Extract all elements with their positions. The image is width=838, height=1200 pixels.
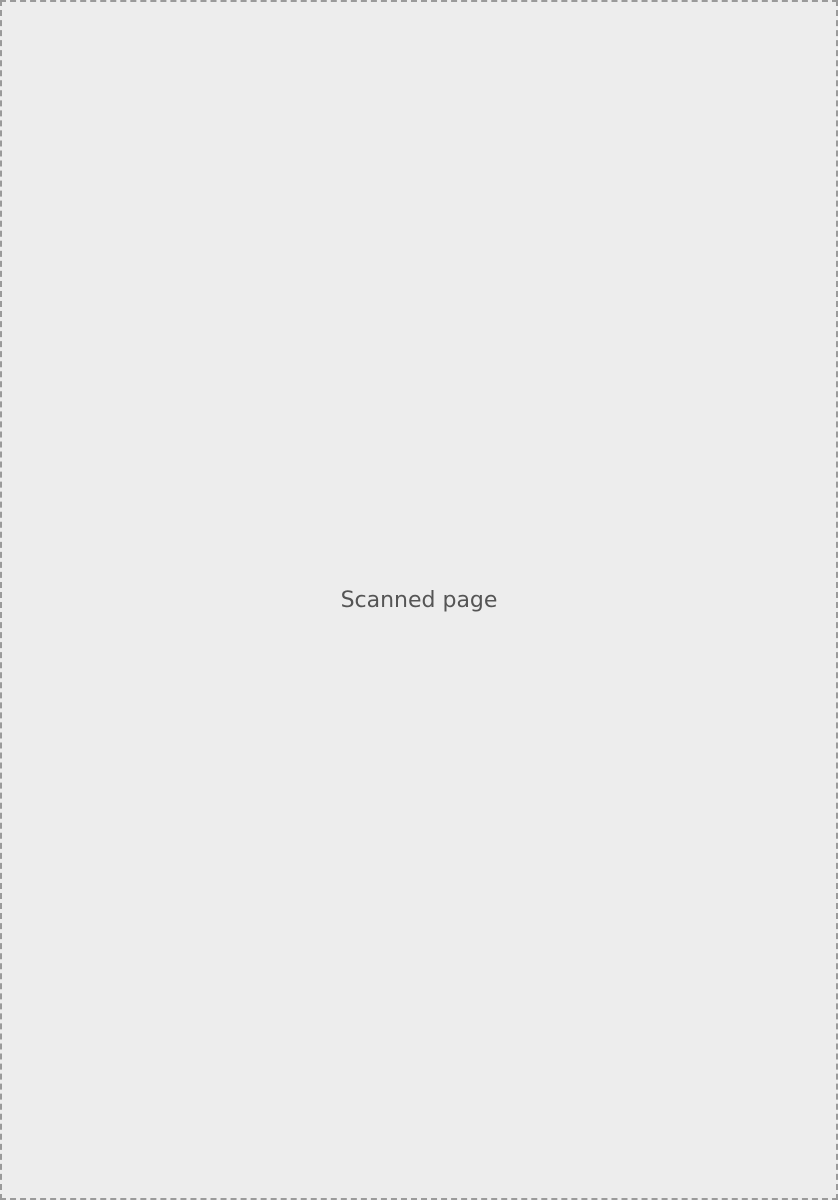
- placeholder-caption: Scanned page: [340, 587, 498, 613]
